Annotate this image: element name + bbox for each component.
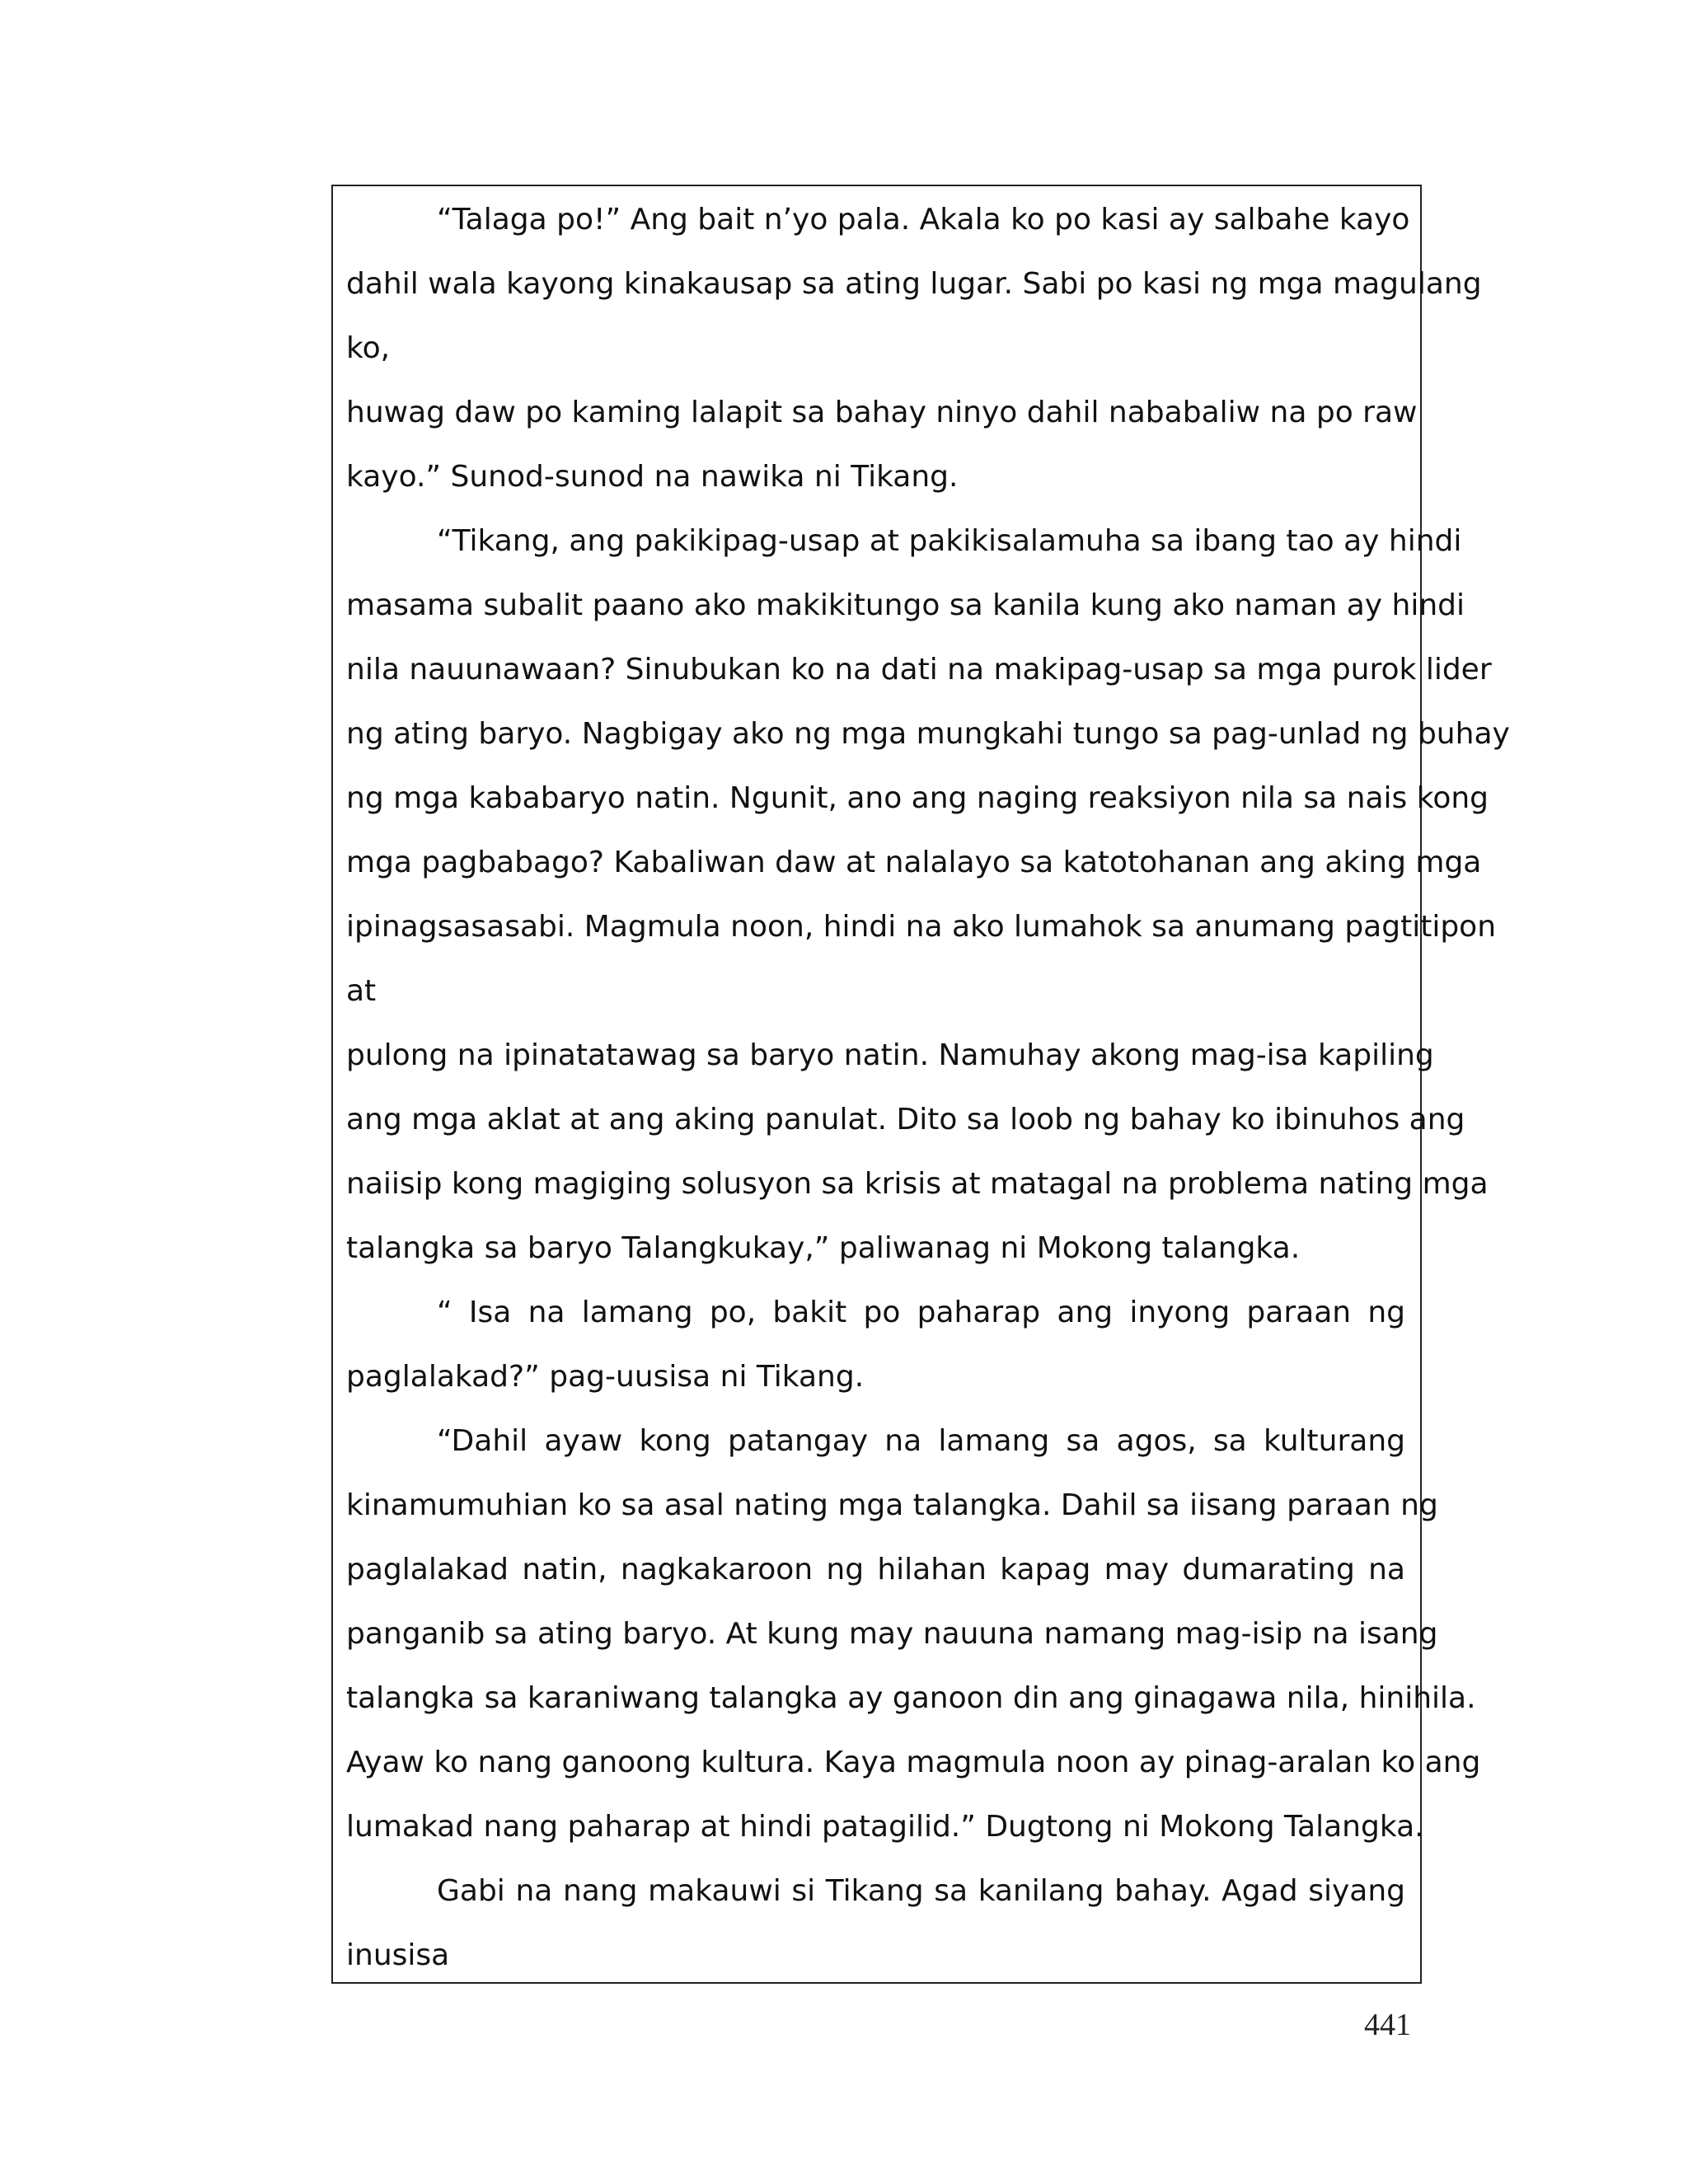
text-line: at <box>346 974 377 1008</box>
text-line: ang mga aklat at ang aking panulat. Dito sa loob ng bahay ko ibinuhos ang <box>346 1103 1465 1137</box>
text-line: “ Isa na lamang po, bakit po paharap ang inyong paraan ng <box>437 1296 1405 1329</box>
text-line: Ayaw ko nang ganoong kultura. Kaya magmula noon ay pinag-aralan ko ang <box>346 1746 1481 1779</box>
page-number: 441 <box>1364 2008 1411 2042</box>
text-line: kinamumuhian ko sa asal nating mga talangka. Dahil sa iisang paraan ng <box>346 1488 1438 1522</box>
text-line: pulong na ipinatatawag sa baryo natin. Namuhay akong mag-isa kapiling <box>346 1038 1434 1072</box>
text-frame <box>331 185 1510 1984</box>
text-line: ko, <box>346 331 391 365</box>
text-line: “Talaga po!” Ang bait n’yo pala. Akala ko po kasi ay salbahe kayo <box>437 203 1410 237</box>
text-line: ng mga kababaryo natin. Ngunit, ano ang naging reaksiyon nila sa nais kong <box>346 781 1489 815</box>
text-line: dahil wala kayong kinakausap sa ating lugar. Sabi po kasi ng mga magulang <box>346 267 1482 301</box>
text-line: talangka sa baryo Talangkukay,” paliwanag ni Mokong talangka. <box>346 1231 1301 1265</box>
text-line: paglalakad?” pag-uusisa ni Tikang. <box>346 1360 865 1394</box>
text-line: mga pagbabago? Kabaliwan daw at nalalayo sa katotohanan ang aking mga <box>346 846 1482 879</box>
text-line: kayo.” Sunod-sunod na nawika ni Tikang. <box>346 460 959 494</box>
text-line: naiisip kong magiging solusyon sa krisis at matagal na problema nating mga <box>346 1167 1489 1201</box>
text-line: talangka sa karaniwang talangka ay ganoon din ang ginagawa nila, hinihila. <box>346 1681 1476 1715</box>
text-line: “Tikang, ang pakikipag-usap at pakikisalamuha sa ibang tao ay hindi <box>437 524 1462 558</box>
text-line: Gabi na nang makauwi si Tikang sa kanilang bahay. Agad siyang <box>437 1874 1405 1908</box>
text-line: nila nauunawaan? Sinubukan ko na dati na makipag-usap sa mga purok lider <box>346 653 1492 687</box>
text-line: huwag daw po kaming lalapit sa bahay ninyo dahil nababaliw na po raw <box>346 396 1418 429</box>
text-line: panganib sa ating baryo. At kung may nauuna namang mag-isip na isang <box>346 1617 1438 1651</box>
text-line: inusisa <box>346 1938 450 1972</box>
text-line: masama subalit paano ako makikitungo sa kanila kung ako naman ay hindi <box>346 588 1465 622</box>
text-line: ng ating baryo. Nagbigay ako ng mga mungkahi tungo sa pag-unlad ng buhay <box>346 717 1510 751</box>
text-line: lumakad nang paharap at hindi patagilid.” Dugtong ni Mokong Talangka. <box>346 1810 1424 1844</box>
text-line: “Dahil ayaw kong patangay na lamang sa agos, sa kulturang <box>437 1424 1405 1458</box>
text-line: ipinagsasasabi. Magmula noon, hindi na ako lumahok sa anumang pagtitipon <box>346 910 1497 944</box>
text-line: paglalakad natin, nagkakaroon ng hilahan kapag may dumarating na <box>346 1553 1405 1586</box>
